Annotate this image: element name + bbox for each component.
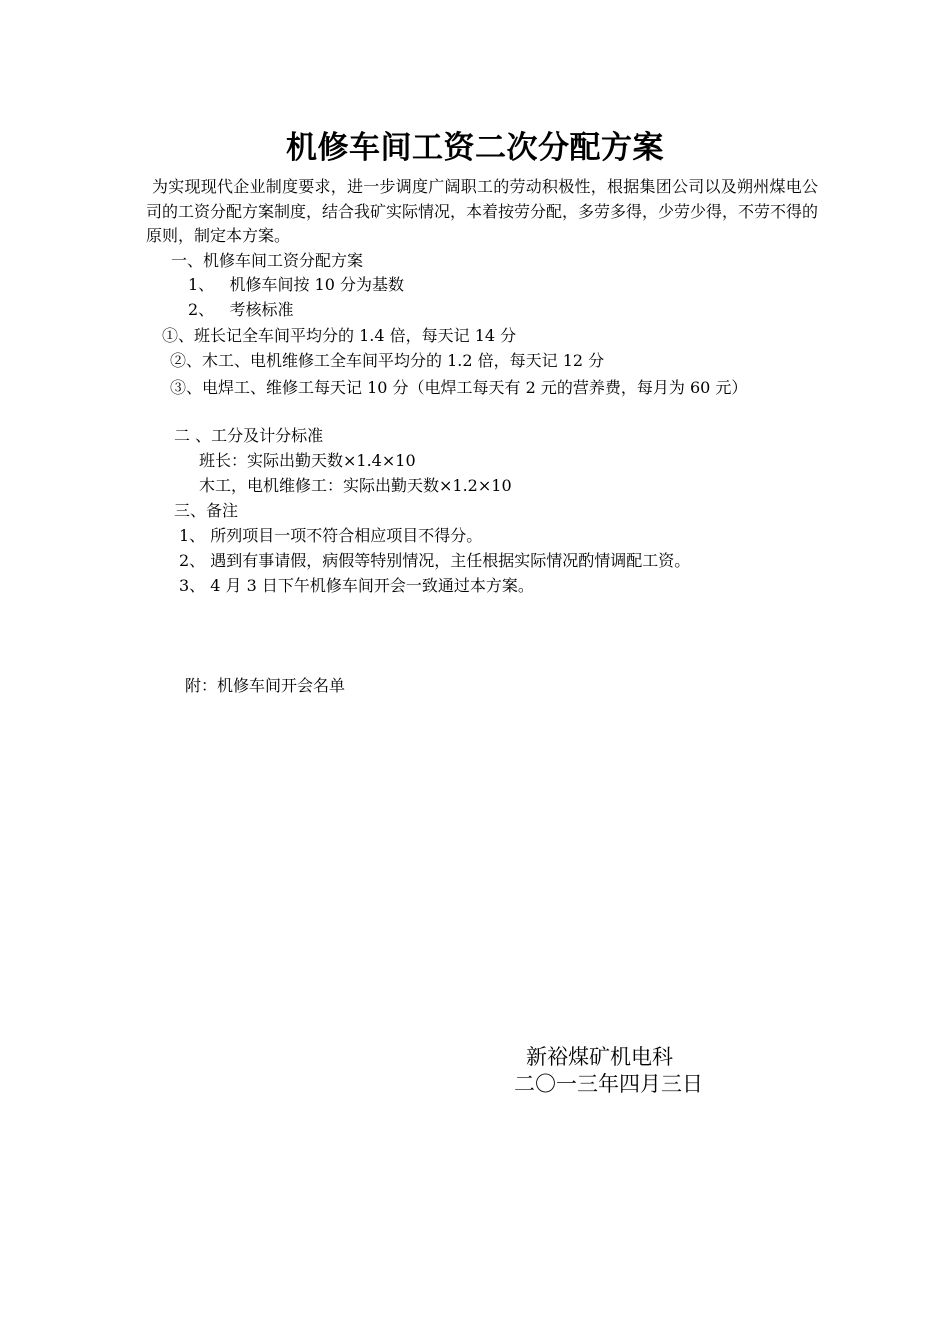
- formula-team-leader: 班长：实际出勤天数×1.4×10: [199, 451, 416, 470]
- section-2-heading: 二 、工分及计分标准: [174, 426, 324, 445]
- attachment-note: 附：机修车间开会名单: [185, 676, 346, 695]
- rule-carpenter-electrician: ②、木工、电机维修工全车间平均分的 1.2 倍，每天记 12 分: [170, 351, 605, 370]
- section-1-item-1: 1、 机修车间按 10 分为基数: [188, 275, 404, 294]
- section-1-item-2: 2、 考核标准: [188, 300, 294, 319]
- rule-welder-repairman: ③、电焊工、维修工每天记 10 分（电焊工每天有 2 元的营养费，每月为 60 元）: [170, 378, 748, 397]
- note-1: 1、 所列项目一项不符合相应项目不得分。: [179, 526, 483, 545]
- signature-organization: 新裕煤矿机电科: [526, 1045, 673, 1069]
- note-2: 2、 遇到有事请假，病假等特别情况，主任根据实际情况酌情调配工资。: [179, 551, 691, 570]
- document-title: 机修车间工资二次分配方案: [286, 130, 664, 166]
- intro-paragraph: 为实现现代企业制度要求，进一步调度广阔职工的劳动积极性，根据集团公司以及朔州煤电公司的工资分配方案制度，结合我矿实际情况，本着按劳分配，多劳多得，少劳少得，不劳不得的原则，制定本方案。: [146, 177, 819, 245]
- section-3-heading: 三、备注: [174, 501, 239, 520]
- formula-carpenter-electrician: 木工，电机维修工：实际出勤天数×1.2×10: [199, 476, 512, 495]
- note-3: 3、 4 月 3 日下午机修车间开会一致通过本方案。: [179, 576, 534, 595]
- rule-team-leader: ①、班长记全车间平均分的 1.4 倍，每天记 14 分: [162, 326, 517, 345]
- signature-date: 二〇一三年四月三日: [514, 1072, 703, 1096]
- section-1-heading: 一、机修车间工资分配方案: [171, 251, 364, 270]
